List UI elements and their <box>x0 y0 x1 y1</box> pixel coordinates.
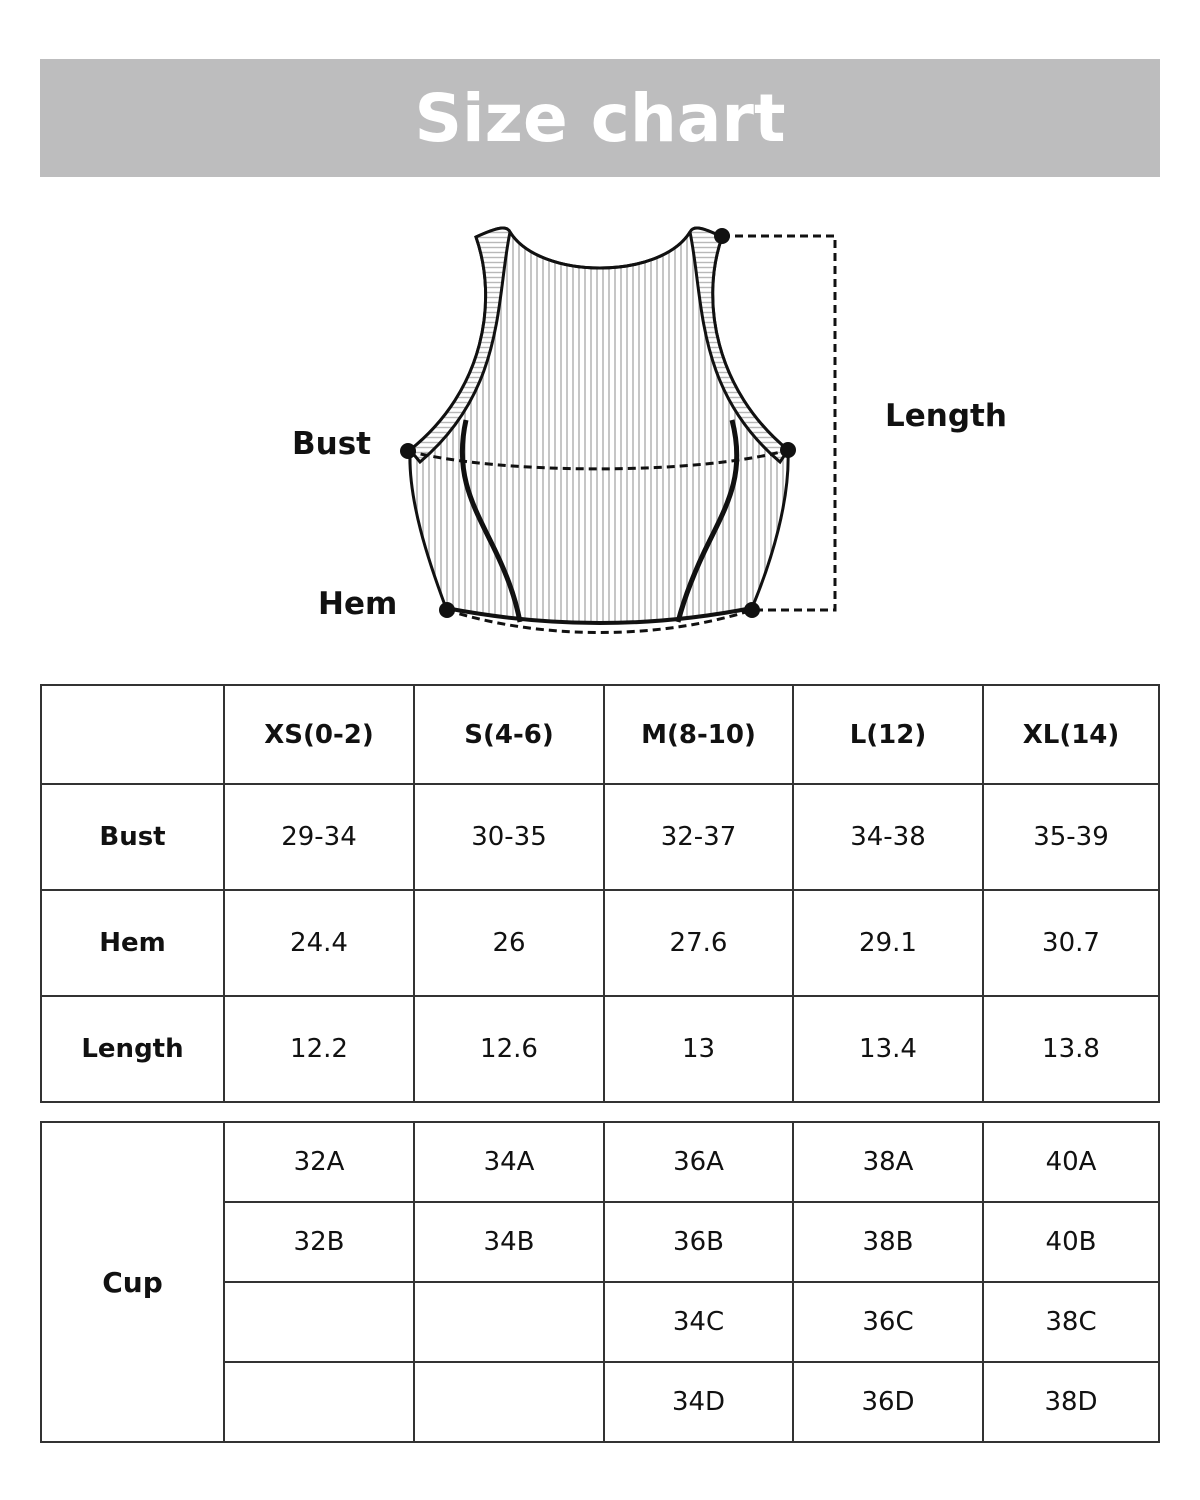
table-cell: 34C <box>604 1282 793 1362</box>
size-header: XS(0-2) <box>224 685 414 784</box>
size-header: M(8-10) <box>604 685 793 784</box>
table-cell: 36C <box>793 1282 983 1362</box>
bust-label: Bust <box>292 426 371 462</box>
table-cell: 30.7 <box>983 890 1159 996</box>
size-header: L(12) <box>793 685 983 784</box>
title-banner <box>40 59 1160 177</box>
table-cell: 13 <box>604 996 793 1102</box>
corner-cell <box>41 685 224 784</box>
table-row <box>41 996 1159 1102</box>
table-cell: 29-34 <box>224 784 414 890</box>
table-cell: 34A <box>414 1122 604 1202</box>
table-cell: 36D <box>793 1362 983 1442</box>
page-title: Size chart <box>414 79 786 157</box>
row-label: Length <box>41 996 224 1102</box>
table-cell: 32-37 <box>604 784 793 890</box>
table-cell <box>414 1362 604 1442</box>
cup-label: Cup <box>41 1122 224 1442</box>
size-header: XL(14) <box>983 685 1159 784</box>
table-cell: 12.2 <box>224 996 414 1102</box>
bust-left-dot <box>400 443 416 459</box>
table-cell: 24.4 <box>224 890 414 996</box>
table-cell: 35-39 <box>983 784 1159 890</box>
table-cell: 38A <box>793 1122 983 1202</box>
table-cell: 34D <box>604 1362 793 1442</box>
table-cell: 29.1 <box>793 890 983 996</box>
table-row <box>41 1122 1159 1202</box>
table-cell: 40A <box>983 1122 1159 1202</box>
table-row <box>41 784 1159 890</box>
garment-diagram <box>0 200 1200 660</box>
table-cell: 27.6 <box>604 890 793 996</box>
size-header: S(4-6) <box>414 685 604 784</box>
table-cell: 34B <box>414 1202 604 1282</box>
table-cell <box>224 1282 414 1362</box>
table-cell: 34-38 <box>793 784 983 890</box>
table-row <box>41 890 1159 996</box>
table-cell: 13.4 <box>793 996 983 1102</box>
hem-left-dot <box>439 602 455 618</box>
table-cell: 30-35 <box>414 784 604 890</box>
cup-table <box>40 1121 1160 1443</box>
hem-label: Hem <box>318 586 398 622</box>
table-cell: 32A <box>224 1122 414 1202</box>
table-cell: 36A <box>604 1122 793 1202</box>
table-cell: 38D <box>983 1362 1159 1442</box>
table-cell: 36B <box>604 1202 793 1282</box>
table-cell <box>414 1282 604 1362</box>
bust-right-dot <box>780 442 796 458</box>
measurement-table <box>40 684 1160 1103</box>
crop-top-garment-diagram-icon <box>0 200 1200 660</box>
table-cell: 32B <box>224 1202 414 1282</box>
table-cell: 13.8 <box>983 996 1159 1102</box>
row-label: Bust <box>41 784 224 890</box>
table-cell: 40B <box>983 1202 1159 1282</box>
length-label: Length <box>885 398 1007 434</box>
table-cell: 38C <box>983 1282 1159 1362</box>
table-cell: 38B <box>793 1202 983 1282</box>
table-cell: 26 <box>414 890 604 996</box>
table-cell: 12.6 <box>414 996 604 1102</box>
size-header-row <box>41 685 1159 784</box>
table-cell <box>224 1362 414 1442</box>
row-label: Hem <box>41 890 224 996</box>
